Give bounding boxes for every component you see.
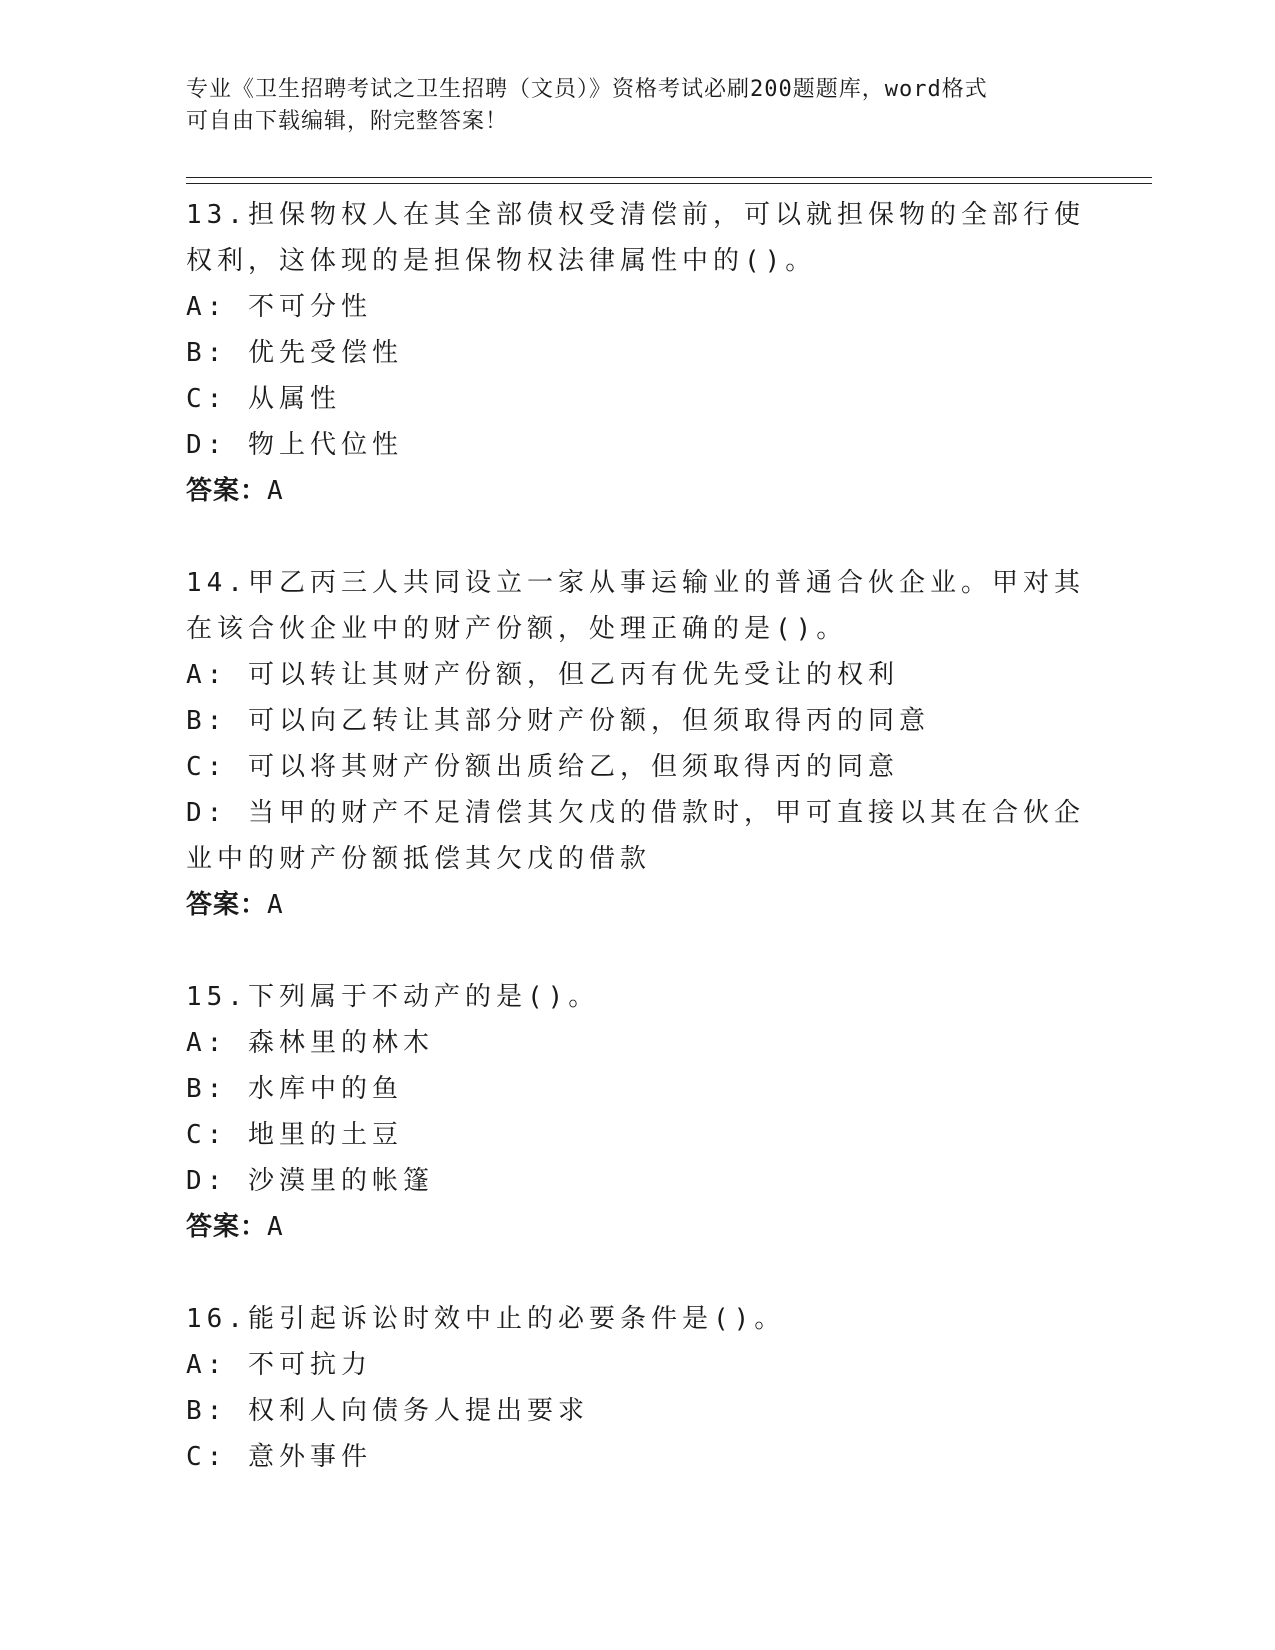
answer-option: C: 地里的土豆 <box>186 1120 403 1150</box>
question-block <box>186 560 1086 928</box>
answer-option: D: 物上代位性 <box>186 430 403 460</box>
header-divider-top <box>186 177 1152 178</box>
question-block <box>186 974 1086 1250</box>
answer-option: A: 森林里的林木 <box>186 1028 434 1058</box>
question-text: 16.能引起诉讼时效中止的必要条件是()。 <box>186 1304 786 1334</box>
question-text: 14.甲乙丙三人共同设立一家从事运输业的普通合伙企业。甲对其在该合伙企业中的财产份额，处理正确的是()。 <box>186 568 1085 644</box>
answer-option: A: 可以转让其财产份额，但乙丙有优先受让的权利 <box>186 660 899 690</box>
header-line-2: 可自由下载编辑，附完整答案！ <box>186 109 509 134</box>
answer-line <box>186 468 1086 514</box>
answer-option: B: 水库中的鱼 <box>186 1074 403 1104</box>
header-divider-bottom <box>186 183 1152 184</box>
answer-label: 答案： <box>186 890 268 920</box>
answer-option: C: 可以将其财产份额出质给乙，但须取得丙的同意 <box>186 752 899 782</box>
answer-value: A <box>267 476 284 506</box>
answer-value: A <box>267 890 284 920</box>
answer-label: 答案： <box>186 476 268 506</box>
answer-option: A: 不可抗力 <box>186 1350 372 1380</box>
answer-line <box>186 882 1086 928</box>
answer-option: B: 优先受偿性 <box>186 338 403 368</box>
header-line-1: 专业《卫生招聘考试之卫生招聘（文员）》资格考试必刷200题题库，word格式 <box>186 77 988 102</box>
answer-option: B: 权利人向债务人提出要求 <box>186 1396 589 1426</box>
answer-option: C: 从属性 <box>186 384 341 414</box>
question-list <box>186 192 1086 1526</box>
answer-line <box>186 1204 1086 1250</box>
answer-option: A: 不可分性 <box>186 292 372 322</box>
answer-value: A <box>267 1212 284 1242</box>
question-text: 13.担保物权人在其全部债权受清偿前，可以就担保物的全部行使权利，这体现的是担保物权法律属性中的()。 <box>186 200 1085 276</box>
answer-option: D: 沙漠里的帐篷 <box>186 1166 434 1196</box>
question-block <box>186 1296 1086 1480</box>
answer-option: D: 当甲的财产不足清偿其欠戊的借款时，甲可直接以其在合伙企业中的财产份额抵偿其欠戊的借款 <box>186 798 1085 874</box>
answer-label: 答案： <box>186 1212 268 1242</box>
question-text: 15.下列属于不动产的是()。 <box>186 982 600 1012</box>
question-block <box>186 192 1086 514</box>
document-header <box>186 74 1066 138</box>
answer-option: C: 意外事件 <box>186 1442 372 1472</box>
answer-option: B: 可以向乙转让其部分财产份额，但须取得丙的同意 <box>186 706 930 736</box>
